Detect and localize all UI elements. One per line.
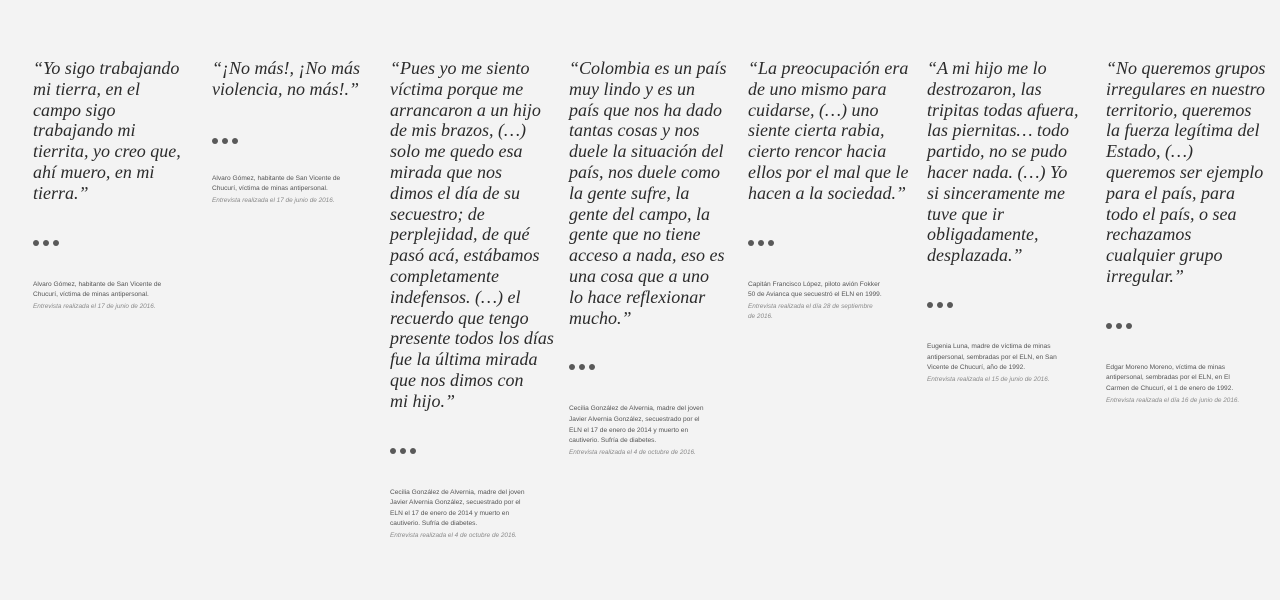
testimony-card (927, 58, 1095, 385)
testimony-quote: “No queremos grupos irregulares en nuestro territorio, queremos la fuerza legítima del Estado, (…) queremos ser ejemplo para el país, para todo el país, o sea rechazamos cualquier grupo irregular.” (1106, 58, 1266, 286)
testimony-attribution: Capitán Francisco López, piloto avión Fokker 50 de Avianca que secuestró el ELN en 1999. (748, 280, 882, 299)
ellipsis-dots-icon (212, 138, 380, 144)
testimony-card (390, 58, 558, 542)
testimony-quote: “Pues yo me siento víctima porque me arrancaron a un hijo de mis brazos, (…) solo me quedo esa mirada que nos dimos el día de su secuestro; de perplejidad, de qué pasó acá, estábamos completamente indefensos. (…) el recuerdo que tengo presente todos los días fue la última mirada que nos dimos con mi hijo.” (390, 58, 554, 411)
interview-date: Entrevista realizada el 4 de octubre de 2016. (569, 448, 696, 456)
testimony-card (1106, 58, 1274, 406)
interview-date: Entrevista realizada el 17 de junio de 2016. (212, 196, 335, 204)
testimony-card (212, 58, 380, 206)
testimony-attribution: Edgar Moreno Moreno, víctima de minas antipersonal, sembradas por el ELN, en El Carmen de Chucurí, el 1 de enero de 1992. (1106, 363, 1234, 392)
ellipsis-dots-icon (927, 302, 1095, 308)
interview-date: Entrevista realizada el 4 de octubre de 2016. (390, 531, 517, 539)
testimony-card (748, 58, 916, 323)
testimony-quote: “Colombia es un país muy lindo y es un país que nos ha dado tantas cosas y nos duele la situación del país, nos duele como la gente sufre, la gente del campo, la gente que no tiene acceso a nada, eso es una cosa que a uno lo hace reflexionar mucho.” (569, 58, 727, 328)
testimony-attribution: Alvaro Gómez, habitante de San Vicente de Chucurí, víctima de minas antipersonal. (212, 174, 341, 193)
ellipsis-dots-icon (33, 240, 201, 246)
ellipsis-dots-icon (748, 240, 916, 246)
interview-date: Entrevista realizada el 15 de junio de 2016. (927, 375, 1050, 383)
testimony-attribution: Cecilia González de Alvernia, madre del joven Javier Alvernia González, secuestrado por el ELN el 17 de enero de 2014 y muerto en cautiverio. Sufría de diabetes. (390, 488, 525, 528)
testimony-quote: “A mi hijo me lo destrozaron, las tripitas todas afuera, las piernitas… todo partido, no se pudo hacer nada. (…) Yo si sinceramente me tuve que ir obligadamente, desplazada.” (927, 58, 1079, 266)
testimony-attribution: Alvaro Gómez, habitante de San Vicente de Chucurí, víctima de minas antipersonal. (33, 280, 162, 299)
ellipsis-dots-icon (1106, 323, 1274, 329)
interview-date: Entrevista realizada el día 28 de septiembre de 2016. (748, 302, 873, 321)
testimony-card (569, 58, 737, 458)
interview-date: Entrevista realizada el 17 de junio de 2016. (33, 302, 156, 310)
interview-date: Entrevista realizada el día 16 de junio de 2016. (1106, 396, 1240, 404)
ellipsis-dots-icon (390, 448, 558, 454)
ellipsis-dots-icon (569, 364, 737, 370)
testimony-card (33, 58, 201, 312)
testimony-attribution: Eugenia Luna, madre de víctima de minas antipersonal, sembradas por el ELN, en San Vicente de Chucurí, año de 1992. (927, 342, 1057, 372)
testimony-quote: “Yo sigo trabajando mi tierra, en el campo sigo trabajando mi tierrita, yo creo que, ahí muero, en mi tierra.” (33, 58, 181, 203)
testimony-quote: “¡No más!, ¡No más violencia, no más!.” (212, 58, 361, 99)
testimony-quote: “La preocupación era de uno mismo para cuidarse, (…) uno siente cierta rabia, cierto rencor hacia ellos por el mal que le hacen a la sociedad.” (748, 58, 909, 203)
testimony-attribution: Cecilia González de Alvernia, madre del joven Javier Alvernia González, secuestrado por el ELN el 17 de enero de 2014 y muerto en cautiverio. Sufría de diabetes. (569, 405, 704, 445)
